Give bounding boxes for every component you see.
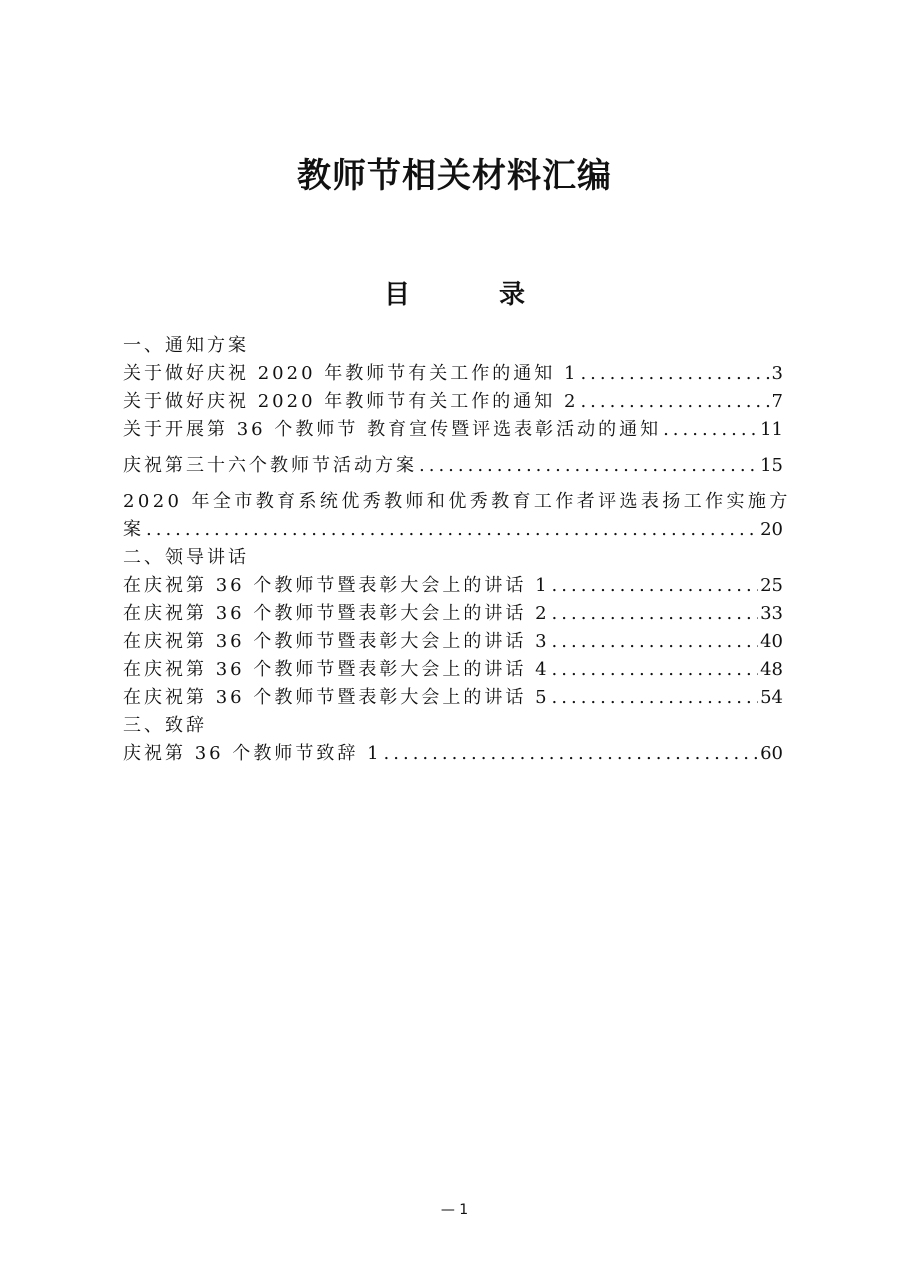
- toc-heading: 目 录: [383, 280, 566, 310]
- toc-entry-title-end: 案: [123, 519, 144, 540]
- toc-leader-dots: [663, 416, 758, 444]
- toc-entry-title: 在庆祝第 36 个教师节暨表彰大会上的讲话 5: [123, 687, 550, 708]
- toc-entry[interactable]: [123, 740, 783, 768]
- toc-entry[interactable]: [123, 628, 783, 656]
- toc-leader-dots: [552, 684, 759, 712]
- toc-entry-title: 在庆祝第 36 个教师节暨表彰大会上的讲话 4: [123, 659, 550, 680]
- toc-section-heading: 三、致辞: [123, 715, 207, 736]
- toc-entry-page: 48: [760, 659, 783, 680]
- toc-entry-title: 关于做好庆祝 2020 年教师节有关工作的通知 2: [123, 391, 579, 412]
- toc-entry[interactable]: [123, 416, 783, 444]
- toc-section-heading: 一、通知方案: [123, 335, 249, 356]
- toc-entry-title: 关于做好庆祝 2020 年教师节有关工作的通知 1: [123, 363, 579, 384]
- document-title: 教师节相关材料汇编: [297, 156, 612, 196]
- toc-entry[interactable]: [123, 656, 783, 684]
- toc-entry[interactable]: [123, 360, 783, 388]
- toc-entry[interactable]: [123, 388, 783, 416]
- toc-entry-title: 在庆祝第 36 个教师节暨表彰大会上的讲话 2: [123, 603, 550, 624]
- toc-leader-dots: [552, 656, 759, 684]
- toc-entry-page: 20: [760, 519, 783, 540]
- toc-entry[interactable]: [123, 572, 783, 600]
- toc-section-heading: 二、领导讲话: [123, 547, 249, 568]
- toc-entry-page: 40: [760, 631, 783, 652]
- toc-entry-page: 11: [760, 419, 783, 440]
- toc-entry[interactable]: [123, 684, 783, 712]
- toc-entry-continuation: [123, 516, 783, 544]
- toc-entry-long[interactable]: [123, 488, 791, 544]
- toc-entry-page: 54: [760, 687, 783, 708]
- toc-leader-dots: [552, 600, 759, 628]
- table-of-contents: [123, 332, 791, 768]
- toc-entry[interactable]: [123, 600, 783, 628]
- toc-leader-dots: [384, 740, 759, 768]
- toc-leader-dots: [580, 360, 769, 388]
- toc-entry-page: 33: [760, 603, 783, 624]
- page-number: — 1: [440, 1202, 469, 1218]
- toc-entry-title: 2020 年全市教育系统优秀教师和优秀教育工作者评选表扬工作实施方: [123, 491, 791, 512]
- toc-leader-dots: [552, 572, 759, 600]
- toc-leader-dots: [419, 452, 758, 480]
- spacer: [123, 480, 783, 488]
- toc-entry-title: 庆祝第 36 个教师节致辞 1: [123, 743, 382, 764]
- toc-entry-title: 在庆祝第 36 个教师节暨表彰大会上的讲话 1: [123, 575, 550, 596]
- toc-entry-title: 关于开展第 36 个教师节 教育宣传暨评选表彰活动的通知: [123, 419, 662, 440]
- toc-entry-title: 在庆祝第 36 个教师节暨表彰大会上的讲话 3: [123, 631, 550, 652]
- toc-leader-dots: [552, 628, 759, 656]
- toc-entry-page: 7: [771, 391, 783, 412]
- toc-entry-page: 60: [760, 743, 783, 764]
- toc-leader-dots: [580, 388, 769, 416]
- toc-entry-page: 25: [760, 575, 783, 596]
- toc-entry-title: 庆祝第三十六个教师节活动方案: [123, 455, 417, 476]
- toc-entry-page: 15: [760, 455, 783, 476]
- toc-entry-page: 3: [771, 363, 783, 384]
- toc-entry[interactable]: [123, 452, 783, 480]
- toc-leader-dots: [146, 516, 758, 544]
- spacer: [123, 444, 783, 452]
